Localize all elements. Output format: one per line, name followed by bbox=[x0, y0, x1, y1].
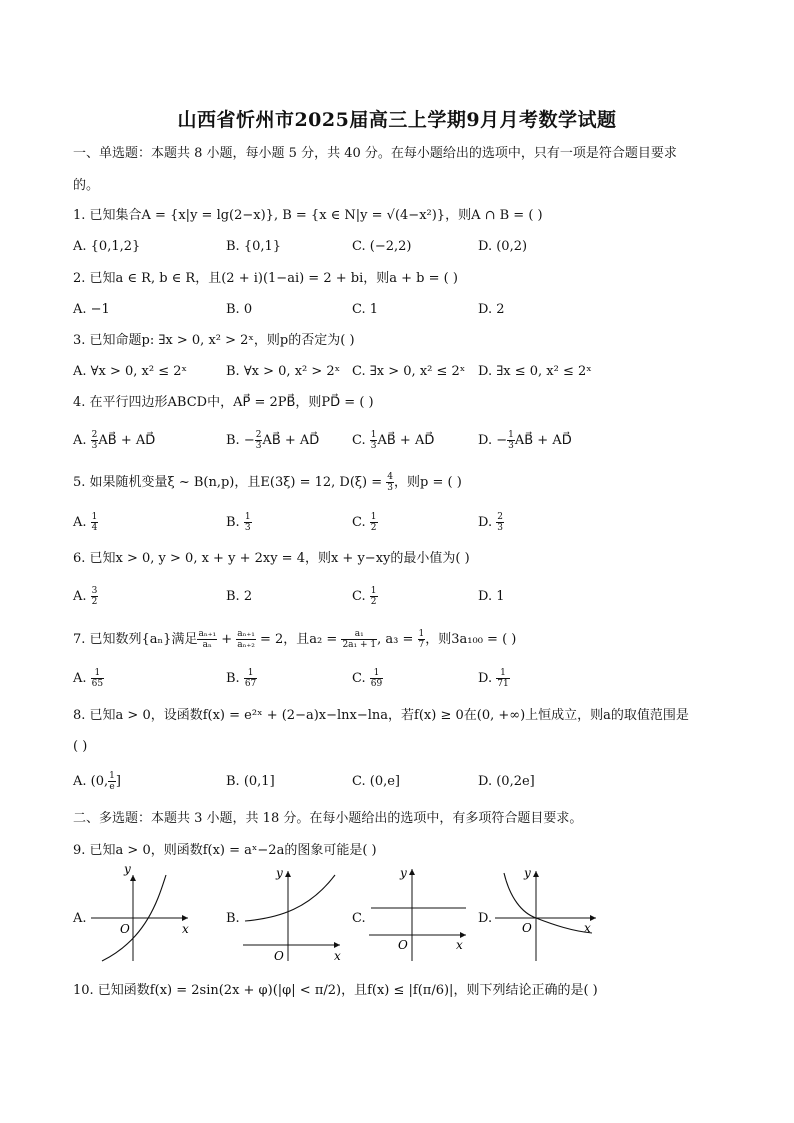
curve bbox=[504, 873, 592, 933]
q8-option-d: D. (0,2e] bbox=[478, 774, 535, 789]
question-8: 8. 已知a > 0，设函数f(x) = e²ˣ + (2−a)x−lnx−lna，若f(x) ≥ 0在(0, +∞)上恒成立，则a的取值范围是 bbox=[73, 708, 689, 723]
page-title: 山西省忻州市2025届高三上学期9月月考数学试题 bbox=[177, 109, 617, 131]
q1-option-c: C. (−2,2) bbox=[352, 239, 412, 254]
question-8-paren: ( ) bbox=[73, 739, 88, 754]
x-label: x bbox=[182, 922, 189, 936]
q1-option-d: D. (0,2) bbox=[478, 239, 528, 254]
q7-option-c: C. $\frac{1}{69}$ bbox=[352, 668, 383, 689]
question-6: 6. 已知x > 0, y > 0, x + y + 2xy = 4，则x + y−xy的最小值为( ) bbox=[73, 551, 470, 566]
q6-option-c: C. $\frac{1}{2}$ bbox=[352, 586, 377, 607]
q1-option-b: B. {0,1} bbox=[226, 239, 282, 254]
q3-option-a: A. ∀x > 0, x² ≤ 2ˣ bbox=[73, 364, 188, 379]
q9-option-b-label: B. bbox=[226, 911, 240, 926]
section-1-heading: 一、单选题：本题共 8 小题，每小题 5 分，共 40 分。在每小题给出的选项中，只有一项是符合题目要求 bbox=[73, 146, 677, 161]
y-arrow bbox=[285, 871, 291, 877]
origin-label: O bbox=[120, 922, 130, 936]
y-label: y bbox=[524, 866, 531, 880]
q5-option-b: B. $\frac{1}{3}$ bbox=[226, 512, 251, 533]
question-2: 2. 已知a ∈ R, b ∈ R，且(2 + i)(1−ai) = 2 + bi，则a + b = ( ) bbox=[73, 271, 458, 286]
q4-option-c: C. $\frac{1}{3}$ AB⃗ + AD⃗ bbox=[352, 430, 435, 451]
x-arrow bbox=[334, 942, 340, 948]
q3-option-c: C. ∃x > 0, x² ≤ 2ˣ bbox=[352, 364, 466, 379]
q9-graph-d bbox=[492, 863, 602, 963]
x-label: x bbox=[334, 949, 341, 963]
x-label: x bbox=[456, 938, 463, 952]
x-label: x bbox=[584, 921, 591, 935]
question-3: 3. 已知命题p: ∃x > 0, x² > 2ˣ，则p的否定为( ) bbox=[73, 333, 355, 348]
q2-option-b: B. 0 bbox=[226, 302, 253, 317]
q4-option-d: D. − $\frac{1}{3}$ AB⃗ + AD⃗ bbox=[478, 430, 572, 451]
q6-option-a: A. $\frac{3}{2}$ bbox=[73, 586, 98, 607]
question-10: 10. 已知函数f(x) = 2sin(2x + φ)(|φ| < π/2)，且f(x) ≤ |f(π/6)|，则下列结论正确的是( ) bbox=[73, 983, 598, 998]
q9-graph-a bbox=[88, 863, 198, 963]
question-7: 7. 已知数列{aₙ}满足 $\frac{\text{aₙ₊₁}}{\text{aₙ}}$ + $\frac{\text{aₙ₊₁}}{\text{aₙ₊₂}}$ = 2，且a₂ = $\frac{\text{a₁}}{\text{2a₁ + 1}}$ , a₃ = $\frac{1}{7}$ ，则3a₁₀₀ = ( ) bbox=[73, 629, 517, 650]
y-arrow bbox=[409, 869, 415, 875]
q9-option-c-label: C. bbox=[352, 911, 366, 926]
section-2-heading: 二、多选题：本题共 3 小题，共 18 分。在每小题给出的选项中，有多项符合题目要求。 bbox=[73, 811, 583, 826]
section-1-heading-cont: 的。 bbox=[73, 178, 100, 193]
y-arrow bbox=[533, 871, 539, 877]
q9-graph-c bbox=[366, 863, 476, 963]
y-label: y bbox=[124, 863, 131, 876]
q5-option-a: A. $\frac{1}{4}$ bbox=[73, 512, 98, 533]
q7-option-b: B. $\frac{1}{67}$ bbox=[226, 668, 257, 689]
q4-option-b: B. − $\frac{2}{3}$ AB⃗ + AD⃗ bbox=[226, 430, 320, 451]
q2-option-c: C. 1 bbox=[352, 302, 379, 317]
question-1: 1. 已知集合A = {x|y = lg(2−x)}, B = {x ∈ N|y = √(4−x²)}，则A ∩ B = ( ) bbox=[73, 208, 543, 223]
origin-label: O bbox=[398, 938, 408, 952]
q9-option-d-label: D. bbox=[478, 911, 493, 926]
q3-option-b: B. ∀x > 0, x² > 2ˣ bbox=[226, 364, 341, 379]
q6-option-d: D. 1 bbox=[478, 589, 505, 604]
q8-option-a: A. (0, $\frac{1}{e}$ ] bbox=[73, 771, 121, 792]
q3-option-d: D. ∃x ≤ 0, x² ≤ 2ˣ bbox=[478, 364, 592, 379]
q1-option-a: A. {0,1,2} bbox=[73, 239, 141, 254]
x-arrow bbox=[590, 915, 596, 921]
q7-option-d: D. $\frac{1}{71}$ bbox=[478, 668, 509, 689]
q2-option-a: A. −1 bbox=[73, 302, 110, 317]
y-label: y bbox=[276, 866, 283, 880]
y-arrow bbox=[130, 875, 136, 881]
q7-option-a: A. $\frac{1}{65}$ bbox=[73, 668, 104, 689]
question-9: 9. 已知a > 0，则函数f(x) = aˣ−2a的图象可能是( ) bbox=[73, 843, 377, 858]
q5-option-d: D. $\frac{2}{3}$ bbox=[478, 512, 503, 533]
q4-option-a: A. $\frac{2}{3}$ AB⃗ + AD⃗ bbox=[73, 430, 156, 451]
origin-label: O bbox=[274, 949, 284, 963]
q2-option-d: D. 2 bbox=[478, 302, 505, 317]
y-label: y bbox=[400, 866, 407, 880]
q8-option-c: C. (0,e] bbox=[352, 774, 400, 789]
curve bbox=[245, 875, 335, 921]
q6-option-b: B. 2 bbox=[226, 589, 253, 604]
origin-label: O bbox=[522, 921, 532, 935]
q9-option-a-label: A. bbox=[73, 911, 87, 926]
q9-graph-b bbox=[240, 863, 350, 963]
q8-option-b: B. (0,1] bbox=[226, 774, 275, 789]
q5-option-c: C. $\frac{1}{2}$ bbox=[352, 512, 377, 533]
question-5: 5. 如果随机变量ξ ~ B(n,p)，且E(3ξ) = 12, D(ξ) = $\frac{4}{3}$ ，则p = ( ) bbox=[73, 472, 462, 493]
x-arrow bbox=[182, 915, 188, 921]
question-4: 4. 在平行四边形ABCD中，AP⃗ = 2PB⃗，则PD⃗ = ( ) bbox=[73, 395, 374, 410]
